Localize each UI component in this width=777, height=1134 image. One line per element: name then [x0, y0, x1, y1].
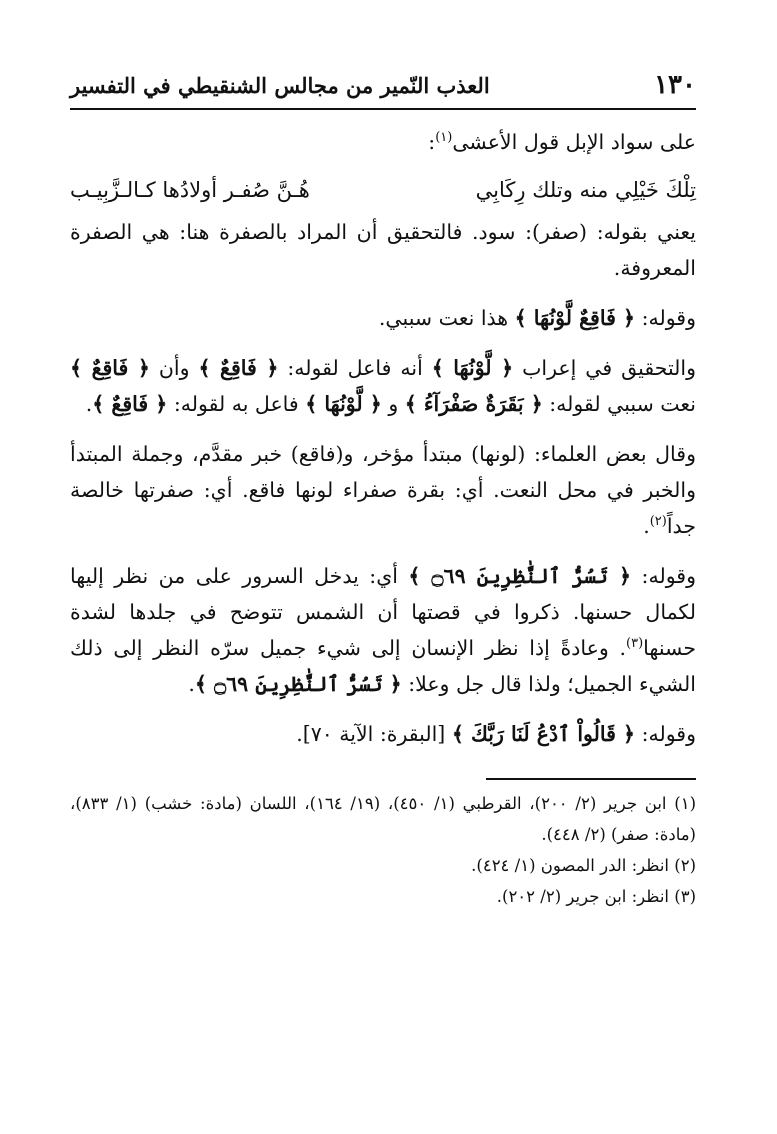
p5-end: . — [643, 514, 650, 538]
footnote-1: (١) ابن جرير (٢/ ٢٠٠)، القرطبي (١/ ٤٥٠)، (١٩/ ١٦٤)، اللسان (مادة: خشب) (١/ ٨٣٣)، (مادة: صفر) (٢/ ٤٤٨). — [70, 794, 697, 844]
footnote-ref-2: (٢) — [649, 514, 667, 530]
quran-quote: ﴿ بَقَرَةٌ صَفْرَآءُ ﴾ — [404, 392, 543, 416]
footnote-separator — [486, 778, 696, 780]
quran-quote: ﴿ فَاقِعٌ ﴾ — [92, 392, 168, 416]
footnotes — [70, 788, 696, 912]
p3-text-a: وقوله: — [635, 306, 696, 330]
footnote-3: (٣) انظر: ابن جرير (٢/ ٢٠٢). — [496, 887, 696, 906]
p7-text-b: [البقرة: الآية ٧٠]. — [296, 722, 452, 746]
quran-quote: ﴿ فَاقِعٌ ﴾ — [198, 356, 279, 380]
paragraph-1-text: على سواد الإبل قول الأعشى — [452, 130, 696, 154]
header-rule — [70, 108, 696, 110]
paragraph-1 — [70, 124, 696, 160]
footnote-ref-3: (٣) — [626, 636, 644, 652]
poetry-verse — [70, 170, 696, 210]
quran-quote: ﴿ لَّوْنُهَا ﴾ — [431, 356, 514, 380]
p4-text-b: أنه فاعل لقوله: — [278, 356, 432, 380]
page-number: ١٣٠ — [654, 70, 696, 100]
p3-text-b: هذا نعت سببي. — [378, 306, 515, 330]
p4-text-e: و — [381, 392, 405, 416]
paragraph-7 — [70, 716, 696, 752]
p4-text-g: . — [85, 392, 93, 416]
footnote-2: (٢) انظر: الدر المصون (١/ ٤٢٤). — [471, 856, 696, 875]
verse-second-hemistich: هُـنَّ صُفـر أولادُها كـالـزَّبِيـب — [70, 178, 310, 202]
verse-first-hemistich: تِلْكَ خَيْلِي منه وتلك رِكَابِي — [475, 178, 696, 202]
quran-quote: ﴿ تَسُرُّ ٱلنَّٰظِرِينَ ۝٦٩ ﴾ — [194, 672, 402, 696]
running-title: العذب النّمير من مجالس الشنقيطي في التفسير — [70, 73, 490, 98]
p6-text-b: أي: يدخل السرور على من نظر إليها لكمال حسنها. ذكروا في قصتها أن الشمس تتوضح في جلدها لشدة حسنها — [70, 564, 696, 660]
paragraph-5 — [70, 436, 696, 544]
footnote-ref-1: (١) — [435, 130, 453, 146]
quran-quote: ﴿ فَاقِعٌ لَّوْنُهَا ﴾ — [514, 306, 636, 330]
quran-quote: ﴿ تَسُرُّ ٱلنَّٰظِرِينَ ۝٦٩ ﴾ — [408, 564, 632, 588]
p7-text-a: وقوله: — [635, 722, 696, 746]
p4-text-a: والتحقيق في إعراب — [513, 356, 696, 380]
quran-quote: ﴿ لَّوْنُهَا ﴾ — [305, 392, 382, 416]
quran-quote: ﴿ فَاقِعٌ ﴾ — [70, 356, 150, 380]
book-page — [70, 70, 696, 912]
page-header — [70, 70, 696, 106]
paragraph-2: يعني بقوله: (صفر): سود. فالتحقيق أن المراد بالصفرة هنا: هي الصفرة المعروفة. — [70, 220, 696, 280]
p4-text-c: وأن — [149, 356, 199, 380]
paragraph-4 — [70, 350, 696, 422]
p4-text-d: نعت سببي لقوله: — [542, 392, 696, 416]
paragraph-3 — [70, 300, 696, 336]
p6-text-a: وقوله: — [631, 564, 696, 588]
quran-quote: ﴿ قَالُواْ ٱدْعُ لَنَا رَبَّكَ ﴾ — [451, 722, 636, 746]
p4-text-f: فاعل به لقوله: — [167, 392, 306, 416]
p6-text-d: . — [188, 672, 195, 696]
p5-text: وقال بعض العلماء: (لونها) مبتدأ مؤخر، و(فاقع) خبر مقدَّم، وجملة المبتدأ والخبر في محل النعت. أي: بقرة صفراء لونها فاقع. أي: صفرتها خالصة جداً — [70, 442, 696, 538]
p6-text-c: . وعادةً إذا نظر الإنسان إلى شيء جميل سرّه النظر إلى ذلك الشيء الجميل؛ ولذا قال جل وعلا: — [70, 636, 696, 696]
paragraph-6 — [70, 558, 696, 702]
paragraph-1-end: : — [428, 130, 436, 154]
